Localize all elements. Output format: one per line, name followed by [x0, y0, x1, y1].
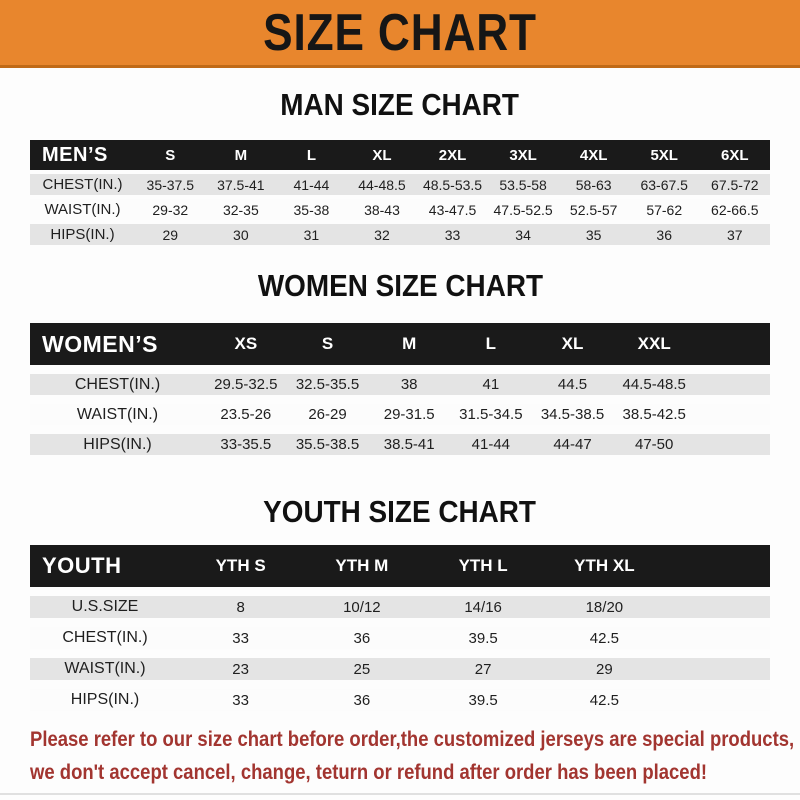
size-column-header: YTH L: [458, 556, 508, 575]
size-value-cell: 44.5: [557, 376, 588, 393]
size-value-cell: 35: [585, 226, 602, 243]
table-header-row: [30, 545, 770, 587]
size-value-cell: 35-38: [293, 201, 330, 218]
size-value-cell: 67.5-72: [711, 176, 759, 193]
size-value-cell: 44-47: [553, 436, 592, 453]
size-column-header: 2XL: [438, 146, 467, 164]
table-brand-label: MEN’S: [42, 143, 108, 166]
size-value-cell: 34.5-38.5: [540, 406, 605, 423]
size-value-cell: 35.5-38.5: [295, 436, 360, 453]
table-row: [30, 404, 770, 425]
women-section-heading-text: WOMEN SIZE CHART: [257, 268, 543, 303]
row-label: WAIST(IN.): [44, 201, 121, 218]
size-column-header: YTH XL: [574, 556, 635, 575]
size-value-cell: 36: [353, 691, 371, 709]
table-row: [30, 689, 770, 711]
size-column-header: XXL: [637, 334, 671, 353]
table-row: [30, 224, 770, 245]
size-value-cell: 29-31.5: [383, 406, 435, 423]
row-label: WAIST(IN.): [64, 660, 146, 677]
youth-size-table: [30, 545, 770, 711]
size-value-cell: 48.5-53.5: [422, 176, 483, 193]
size-value-cell: 43-47.5: [428, 201, 477, 218]
size-column-header: XS: [234, 334, 258, 353]
size-value-cell: 18/20: [585, 598, 624, 616]
size-value-cell: 39.5: [468, 691, 498, 709]
size-value-cell: 10/12: [343, 598, 381, 616]
size-value-cell: 38-43: [364, 201, 400, 218]
size-column-header: 4XL: [579, 146, 608, 164]
table-header-row: [30, 140, 770, 170]
size-value-cell: 29.5-32.5: [214, 376, 278, 393]
size-column-header: S: [165, 146, 176, 164]
banner-title: SIZE CHART: [263, 3, 537, 62]
size-value-cell: 33: [444, 226, 461, 243]
size-value-cell: 63-67.5: [640, 176, 688, 193]
size-value-cell: 42.5: [589, 629, 619, 647]
table-row: [30, 174, 770, 195]
size-value-cell: 47.5-52.5: [493, 201, 553, 218]
size-column-header: M: [234, 146, 248, 164]
women-size-table: [30, 323, 770, 455]
size-value-cell: 33: [232, 629, 249, 647]
footer-line-2: we don't accept cancel, change, teturn or refund after order has been placed!: [30, 761, 708, 784]
size-value-cell: 47-50: [635, 436, 674, 453]
size-value-cell: 31.5-34.5: [459, 406, 523, 423]
size-column-header: S: [321, 334, 334, 353]
size-value-cell: 32: [374, 226, 390, 243]
women-section-heading: [0, 269, 800, 303]
size-value-cell: 58-63: [575, 176, 612, 193]
size-value-cell: 36: [656, 226, 672, 243]
size-value-cell: 35-37.5: [146, 176, 195, 193]
size-column-header: M: [402, 334, 417, 353]
size-value-cell: 29-32: [152, 201, 189, 218]
size-value-cell: 25: [353, 660, 371, 678]
size-column-header: YTH M: [335, 556, 389, 575]
size-value-cell: 38.5-42.5: [622, 406, 686, 423]
size-value-cell: 33-35.5: [220, 436, 272, 453]
table-row: [30, 596, 770, 618]
footer-line-1: Please refer to our size chart before order,the customized jerseys are special products,: [30, 728, 795, 751]
size-value-cell: 30: [233, 226, 249, 243]
size-value-cell: 37.5-41: [217, 176, 265, 193]
size-value-cell: 41: [482, 376, 500, 393]
size-column-header: L: [485, 334, 497, 353]
size-value-cell: 53.5-58: [499, 176, 547, 193]
row-label: CHEST(IN.): [62, 629, 148, 646]
size-value-cell: 44.5-48.5: [622, 376, 686, 393]
size-value-cell: 23.5-26: [220, 406, 272, 423]
size-value-cell: 42.5: [589, 691, 619, 709]
size-value-cell: 27: [474, 660, 492, 678]
size-value-cell: 52.5-57: [569, 201, 618, 218]
table-row: [30, 199, 770, 220]
table-row: [30, 434, 770, 455]
size-value-cell: 39.5: [468, 629, 498, 647]
size-value-cell: 37: [726, 226, 743, 243]
table-row: [30, 627, 770, 649]
size-column-header: 5XL: [650, 146, 678, 164]
row-label: HIPS(IN.): [70, 691, 140, 708]
size-value-cell: 23: [232, 660, 249, 678]
size-value-cell: 29: [162, 226, 179, 243]
youth-section-heading-text: YOUTH SIZE CHART: [263, 494, 537, 529]
size-column-header: YTH S: [215, 556, 266, 575]
size-value-cell: 62-66.5: [711, 201, 759, 218]
size-value-cell: 31: [303, 226, 320, 243]
size-value-cell: 36: [353, 629, 371, 647]
footer-note: [0, 723, 800, 789]
men-section-heading-text: MAN SIZE CHART: [280, 87, 520, 122]
size-value-cell: 32-35: [222, 201, 259, 218]
size-value-cell: 29: [596, 660, 613, 678]
size-value-cell: 26-29: [308, 406, 347, 423]
banner: [0, 0, 800, 68]
table-brand-label: YOUTH: [42, 553, 122, 578]
size-value-cell: 32.5-35.5: [295, 376, 360, 393]
size-column-header: XL: [561, 334, 584, 353]
size-value-cell: 57-62: [646, 201, 683, 218]
size-value-cell: 8: [236, 598, 245, 616]
row-label: U.S.SIZE: [71, 598, 139, 615]
table-row: [30, 374, 770, 395]
row-label: CHEST(IN.): [42, 176, 123, 193]
men-size-table: [30, 140, 770, 245]
row-label: WAIST(IN.): [76, 405, 159, 423]
row-label: CHEST(IN.): [74, 375, 161, 393]
size-value-cell: 34: [515, 226, 531, 243]
bottom-edge-divider: [0, 793, 800, 795]
row-label: HIPS(IN.): [83, 435, 152, 453]
size-value-cell: 33: [232, 691, 249, 709]
size-column-header: XL: [372, 146, 392, 164]
table-brand-label: WOMEN’S: [42, 330, 158, 357]
youth-section-heading: [0, 495, 800, 529]
size-column-header: 3XL: [509, 146, 537, 164]
size-value-cell: 41-44: [293, 176, 330, 193]
size-column-header: L: [306, 146, 316, 164]
row-label: HIPS(IN.): [50, 226, 115, 243]
men-section-heading: [0, 88, 800, 122]
size-value-cell: 41-44: [471, 436, 511, 453]
size-value-cell: 14/16: [464, 598, 502, 616]
size-value-cell: 38: [400, 376, 418, 393]
size-value-cell: 44-48.5: [358, 176, 406, 193]
size-value-cell: 38.5-41: [383, 436, 435, 453]
size-column-header: 6XL: [721, 146, 749, 164]
table-row: [30, 658, 770, 680]
table-header-row: [30, 323, 770, 365]
